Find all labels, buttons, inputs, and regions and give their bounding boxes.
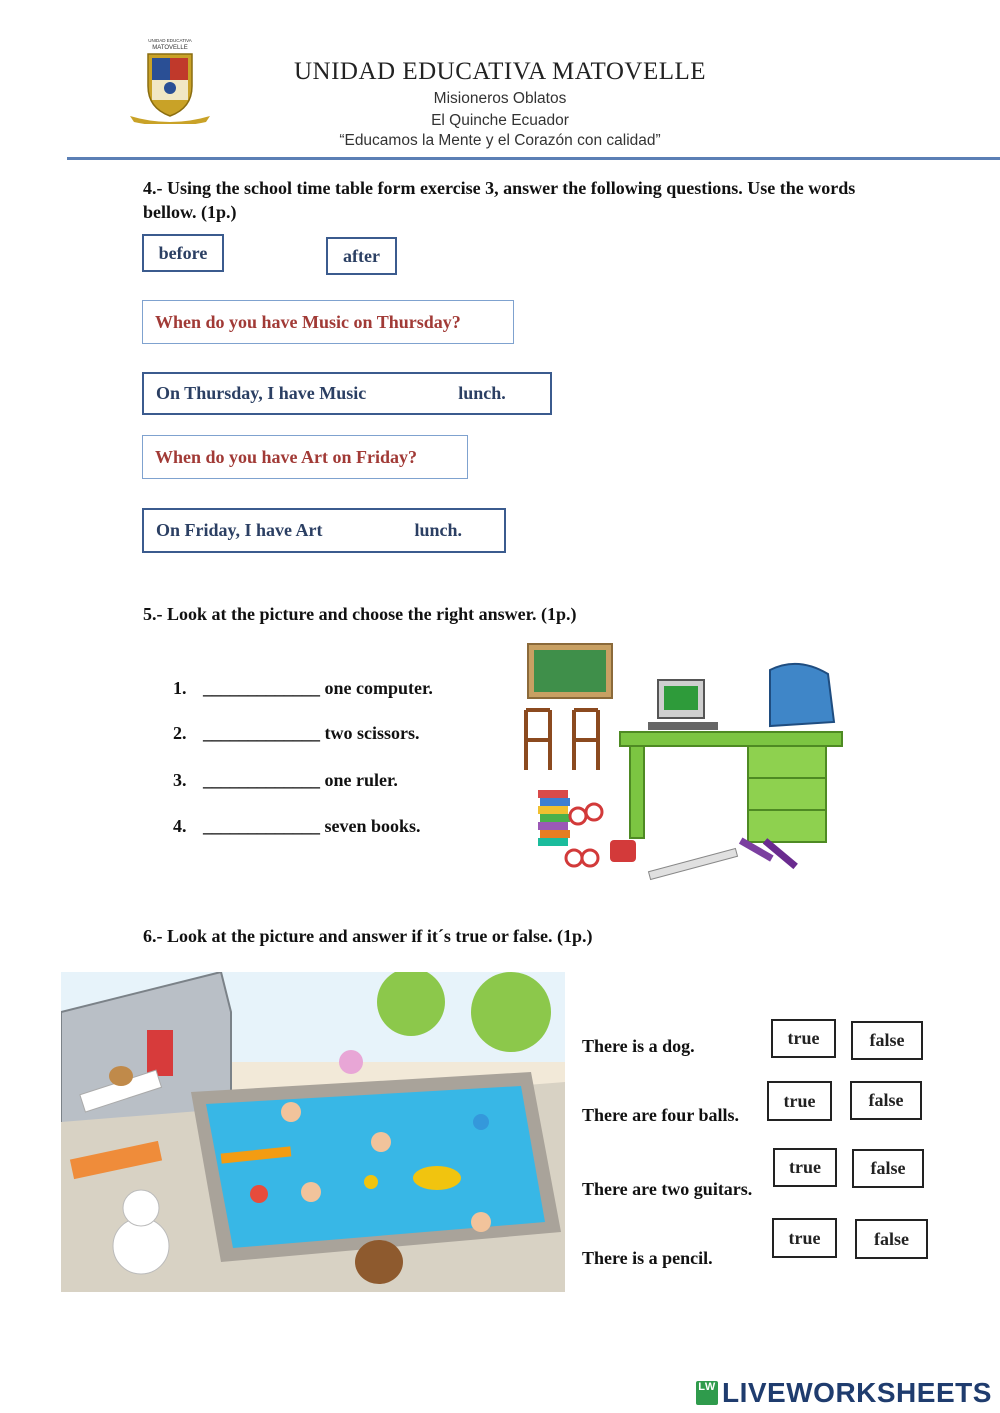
word-box-after[interactable]: after xyxy=(326,237,397,275)
header-divider xyxy=(67,157,1000,160)
ex5-item-4: 4. _____________ seven books. xyxy=(173,816,421,836)
liveworksheets-brand: LIVEWORKSHEETS xyxy=(722,1377,992,1408)
statement-balls: There are four balls. xyxy=(582,1105,739,1125)
school-name: UNIDAD EDUCATIVA MATOVELLE xyxy=(293,58,707,85)
false-button-2[interactable]: false xyxy=(850,1081,922,1120)
answer-music-thursday xyxy=(142,372,552,415)
false-button-4[interactable]: false xyxy=(855,1219,928,1259)
svg-text:MATOVELLE: MATOVELLE xyxy=(152,45,188,51)
true-button-1[interactable]: true xyxy=(771,1019,836,1058)
answer-1-end: lunch. xyxy=(458,383,506,403)
answer-2-start: On Friday, I have Art xyxy=(156,520,323,540)
statement-dog: There is a dog. xyxy=(582,1036,695,1056)
answer-1-start: On Thursday, I have Music xyxy=(156,383,367,403)
ex5-blank-2[interactable]: _____________ xyxy=(203,723,320,743)
classroom-picture xyxy=(498,640,846,884)
exercise-4-instruction: 4.- Using the school time table form exercise 3, answer the following questions. Use the words bellow. (1p.) xyxy=(143,178,856,222)
false-button-3[interactable]: false xyxy=(852,1149,924,1188)
exercise-5-instruction: 5.- Look at the picture and choose the right answer. (1p.) xyxy=(143,604,577,624)
question-music-thursday: When do you have Music on Thursday? xyxy=(142,300,514,344)
ex5-item-1: 1. _____________ one computer. xyxy=(173,678,433,698)
true-button-2[interactable]: true xyxy=(767,1081,832,1121)
school-motto: “Educamos la Mente y el Corazón con calidad” xyxy=(339,132,661,149)
school-logo xyxy=(128,36,212,124)
word-box-before[interactable]: before xyxy=(142,234,224,272)
liveworksheets-icon: LW xyxy=(696,1381,718,1405)
true-button-3[interactable]: true xyxy=(773,1148,837,1187)
ex5-blank-3[interactable]: _____________ xyxy=(203,770,320,790)
pool-party-picture xyxy=(61,972,565,1292)
ex5-blank-4[interactable]: _____________ xyxy=(203,816,320,836)
svg-text:UNIDAD EDUCATIVA: UNIDAD EDUCATIVA xyxy=(148,38,192,43)
ex5-item-3: 3. _____________ one ruler. xyxy=(173,770,398,790)
answer-2-end: lunch. xyxy=(414,520,463,540)
answer-art-friday xyxy=(142,508,506,553)
ex5-blank-1[interactable]: _____________ xyxy=(203,678,320,698)
statement-pencil: There is a pencil. xyxy=(582,1248,713,1268)
ex5-item-2: 2. _____________ two scissors. xyxy=(173,723,420,743)
header-line-2: El Quinche Ecuador xyxy=(431,112,569,129)
true-button-4[interactable]: true xyxy=(772,1218,837,1258)
exercise-6-instruction: 6.- Look at the picture and answer if it´s true or false. (1p.) xyxy=(143,926,593,946)
question-art-friday: When do you have Art on Friday? xyxy=(142,435,468,479)
statement-guitars: There are two guitars. xyxy=(582,1179,753,1199)
false-button-1[interactable]: false xyxy=(851,1021,923,1060)
liveworksheets-logo xyxy=(696,1376,992,1410)
header-line-1: Misioneros Oblatos xyxy=(433,90,567,107)
